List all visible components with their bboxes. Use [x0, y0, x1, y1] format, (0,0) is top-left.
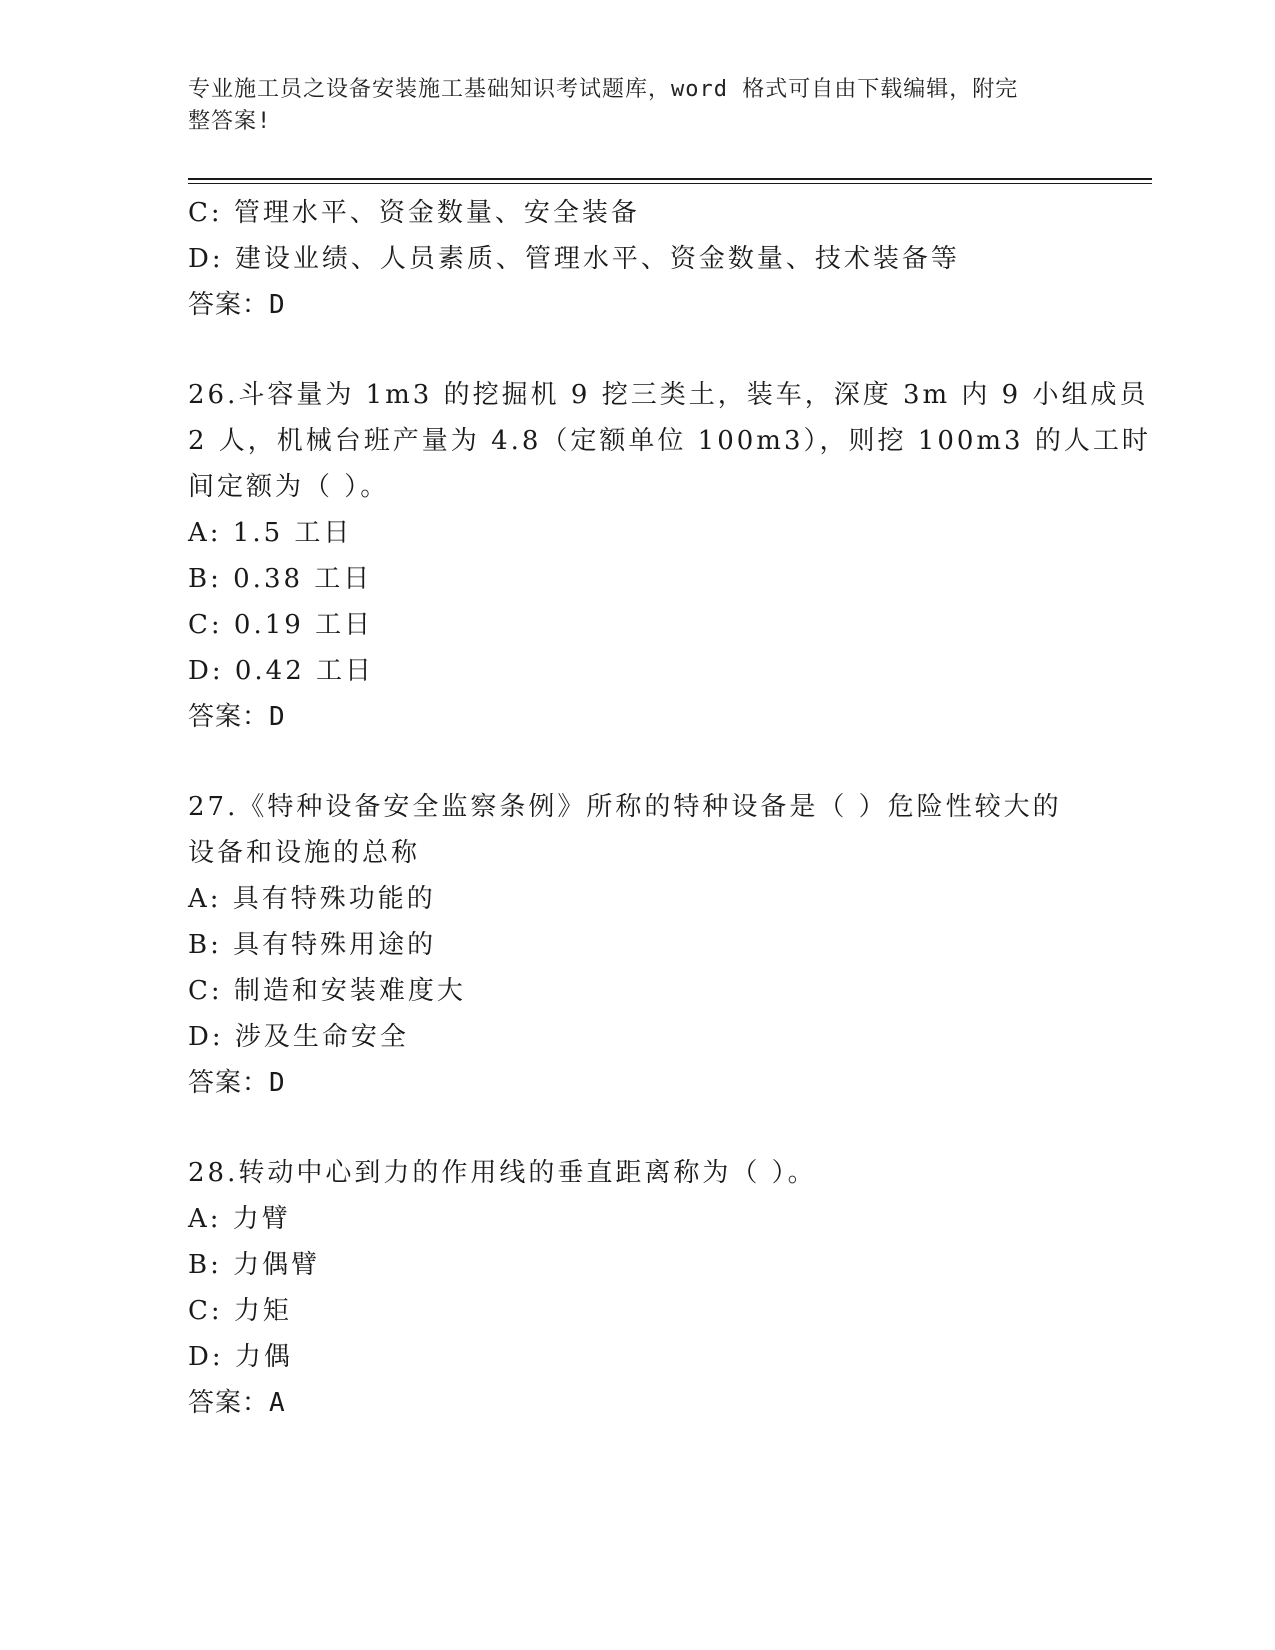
answer: 答案：D	[188, 290, 286, 320]
question-stem-line: 间定额为（ ）。	[188, 472, 390, 502]
option-c: C: 制造和安装难度大	[188, 976, 466, 1006]
header-divider-thick	[188, 178, 1152, 180]
option-c: C: 管理水平、资金数量、安全装备	[188, 198, 640, 228]
option-d: D: 建设业绩、人员素质、管理水平、资金数量、技术装备等	[188, 244, 960, 274]
question-stem-line: 28.转动中心到力的作用线的垂直距离称为（ ）。	[188, 1158, 817, 1188]
question-list	[188, 190, 1151, 1426]
option-b: B: 具有特殊用途的	[188, 930, 437, 960]
option-d: D: 涉及生命安全	[188, 1022, 409, 1052]
option-b: B: 力偶臂	[188, 1250, 321, 1280]
document-header	[188, 74, 1068, 138]
question-26	[188, 372, 1151, 740]
question-28	[188, 1150, 1088, 1426]
option-d: D: 力偶	[188, 1342, 293, 1372]
option-c: C: 0.19 工日	[188, 610, 374, 640]
option-c: C: 力矩	[188, 1296, 292, 1326]
answer: 答案：A	[188, 1388, 286, 1418]
header-divider-thin	[188, 183, 1152, 184]
question-stem-line: 26.斗容量为 1m3 的挖掘机 9 挖三类土，装车，深度 3m 内 9 小组成员	[188, 380, 1149, 410]
question-stem-line: 2 人，机械台班产量为 4.8（定额单位 100m3），则挖 100m3 的人工时	[188, 426, 1151, 456]
option-b: B: 0.38 工日	[188, 564, 373, 594]
option-a: A: 力臂	[188, 1204, 291, 1234]
option-a: A: 具有特殊功能的	[188, 884, 436, 914]
option-a: A: 1.5 工日	[188, 518, 353, 548]
header-line-1: 专业施工员之设备安装施工基础知识考试题库，word 格式可自由下载编辑，附完	[188, 77, 1019, 102]
question-27	[188, 784, 1088, 1106]
answer: 答案：D	[188, 1068, 286, 1098]
option-d: D: 0.42 工日	[188, 656, 375, 686]
question-25-tail	[188, 190, 1088, 328]
question-stem-line: 27.《特种设备安全监察条例》所称的特种设备是（ ）危险性较大的	[188, 792, 1062, 822]
question-stem-line: 设备和设施的总称	[188, 838, 421, 868]
answer: 答案：D	[188, 702, 286, 732]
header-line-2: 整答案!	[188, 109, 272, 134]
